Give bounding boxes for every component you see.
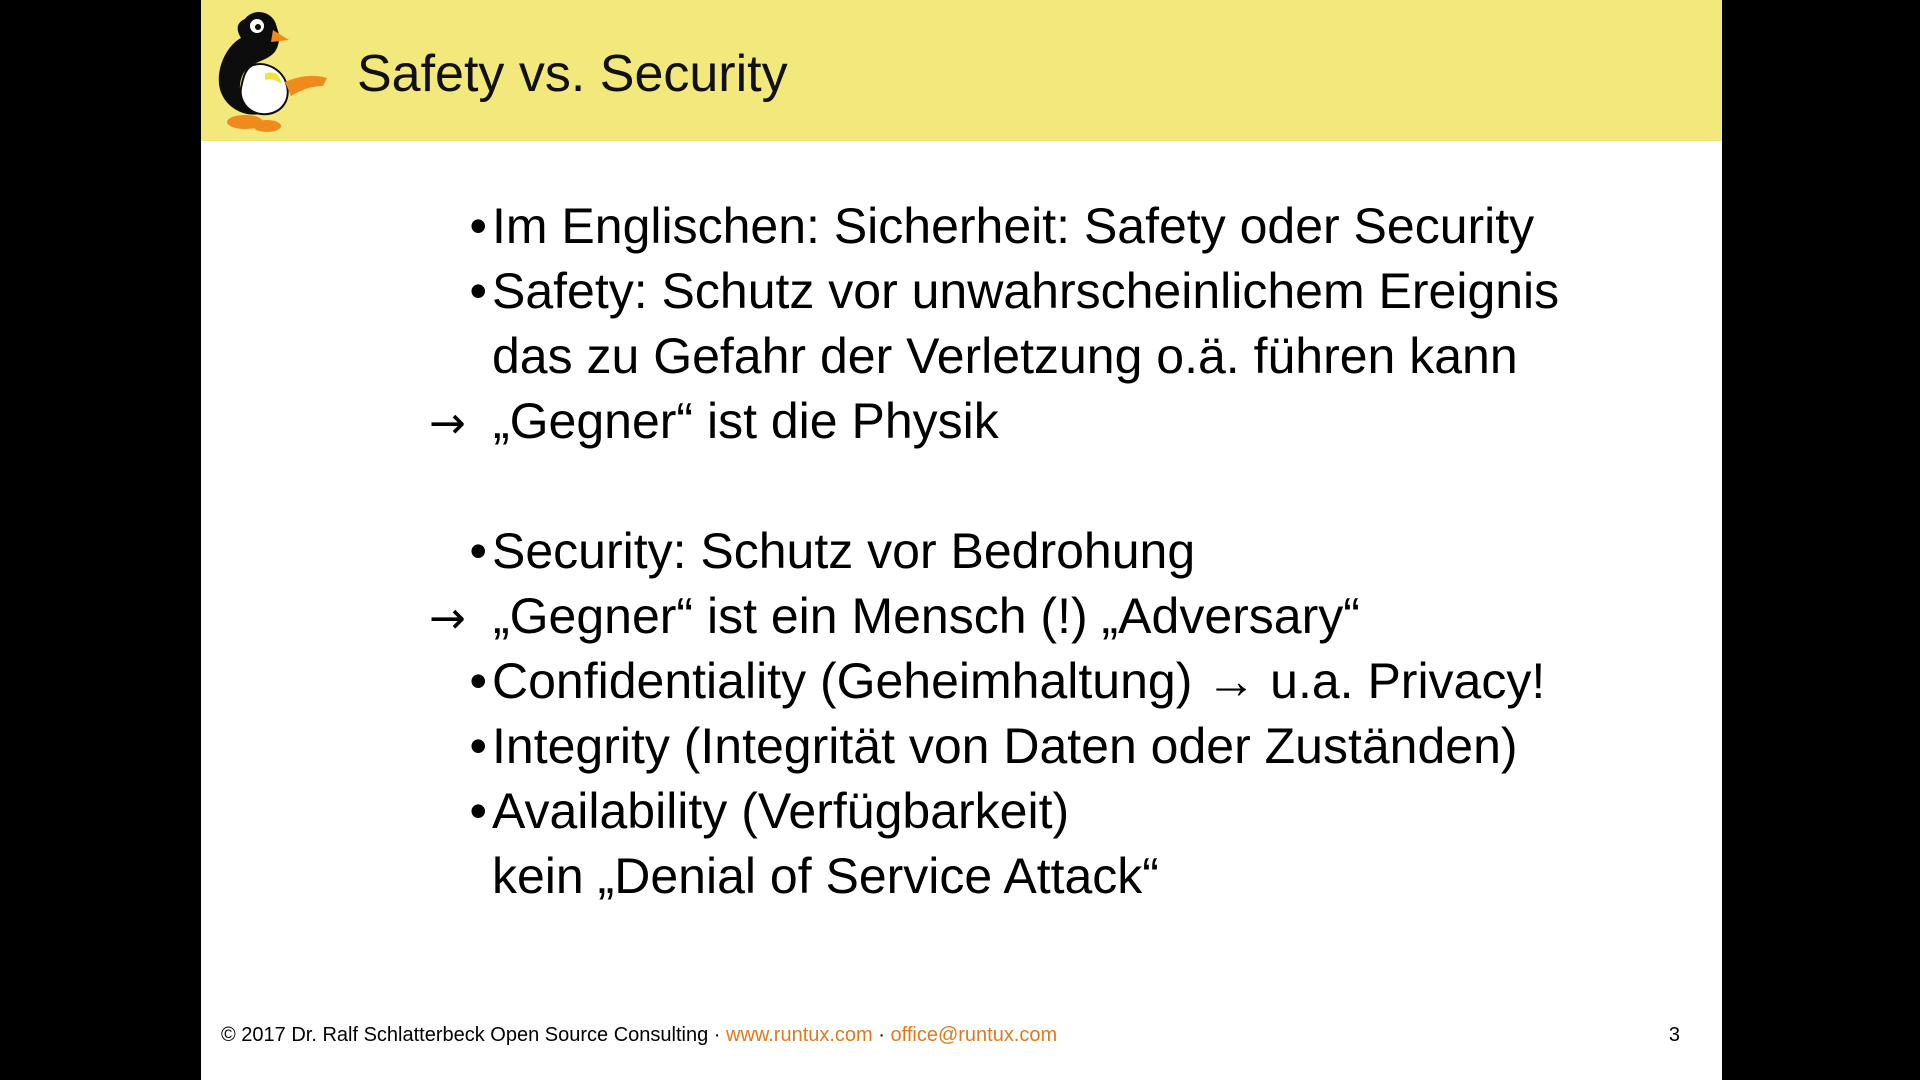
bullet-marker: •	[469, 523, 487, 579]
content-line	[429, 649, 1545, 713]
bullet-marker: •	[469, 783, 487, 839]
line-text: Integrity (Integrität von Daten oder Zuständen)	[492, 718, 1518, 774]
line-text: Confidentiality (Geheimhaltung) → u.a. Privacy!	[492, 653, 1546, 709]
bullet-marker: •	[469, 198, 487, 254]
line-text: das zu Gefahr der Verletzung o.ä. führen kann	[492, 328, 1518, 384]
line-text: „Gegner“ ist die Physik	[493, 393, 999, 449]
slide-content	[201, 0, 1722, 1000]
line-text: Security: Schutz vor Bedrohung	[492, 523, 1196, 579]
content-line	[429, 259, 1559, 323]
bullet-marker: •	[469, 718, 487, 774]
content-line	[429, 844, 1159, 908]
slide	[201, 0, 1722, 1080]
bullet-marker: •	[469, 263, 487, 319]
content-line	[429, 324, 1518, 388]
footer-website-link[interactable]: www.runtux.com	[726, 1024, 873, 1046]
line-text: Availability (Verfügbarkeit)	[492, 783, 1070, 839]
content-line	[429, 714, 1518, 778]
slide-footer	[221, 1024, 1057, 1047]
line-text: kein „Denial of Service Attack“	[492, 848, 1159, 904]
content-line	[429, 519, 1195, 583]
footer-separator: ·	[872, 1024, 891, 1046]
content-line	[429, 194, 1534, 258]
line-text: Safety: Schutz vor unwahrscheinlichem Ereignis	[492, 263, 1560, 319]
line-text: „Gegner“ ist ein Mensch (!) „Adversary“	[493, 588, 1360, 644]
footer-separator: ·	[708, 1024, 726, 1046]
arrow-marker: →	[429, 398, 466, 449]
footer-email-link[interactable]: office@runtux.com	[890, 1024, 1058, 1046]
content-line	[429, 584, 1360, 648]
page-number: 3	[1668, 1024, 1680, 1046]
slide-title: Safety vs. Security	[357, 45, 788, 103]
footer-copyright: © 2017 Dr. Ralf Schlatterbeck Open Source Consulting	[221, 1024, 709, 1046]
content-line	[429, 389, 999, 453]
line-text: Im Englischen: Sicherheit: Safety oder Security	[492, 198, 1535, 254]
bullet-marker: •	[469, 653, 487, 709]
arrow-marker: →	[429, 593, 466, 644]
content-line	[429, 779, 1069, 843]
